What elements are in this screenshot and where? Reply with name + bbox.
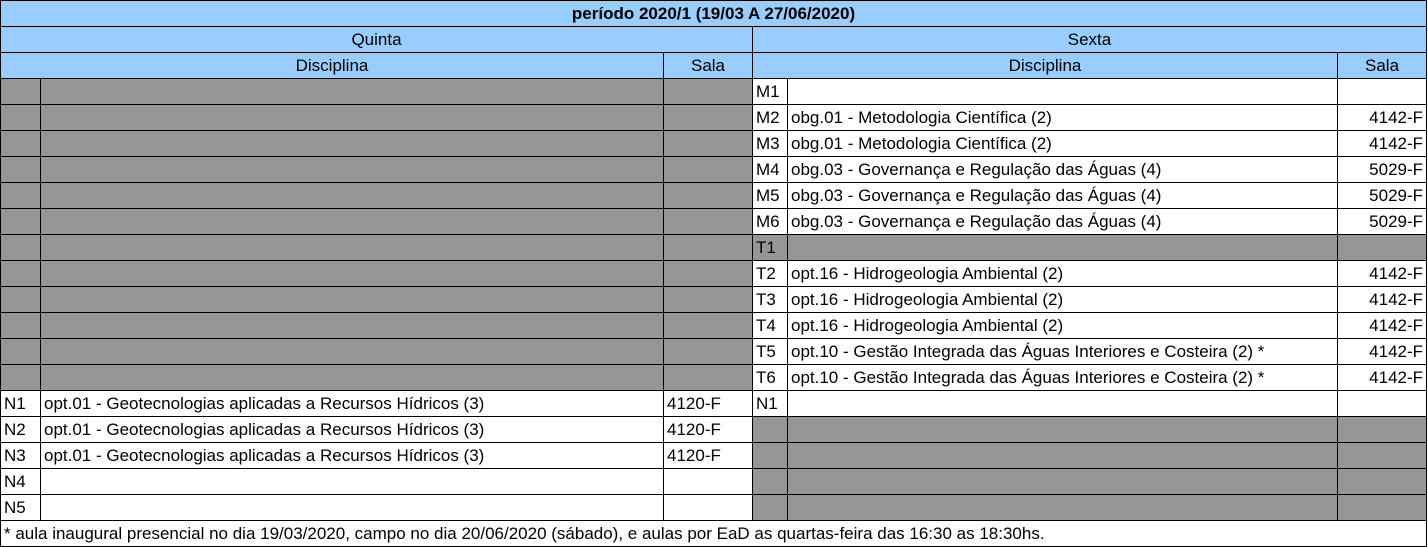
sexta-disciplina-cell (788, 235, 1338, 261)
table-row (1, 105, 1427, 131)
quinta-sala-cell (664, 209, 753, 235)
quinta-disciplina-cell: opt.01 - Geotecnologias aplicadas a Recursos Hídricos (3) (41, 391, 664, 417)
quinta-sala-cell (664, 365, 753, 391)
sexta-disciplina-cell (788, 443, 1338, 469)
quinta-disciplina-cell (41, 365, 664, 391)
sexta-sala-cell: 5029-F (1338, 209, 1427, 235)
sexta-slot-cell: T3 (753, 287, 788, 313)
sexta-slot-cell: M3 (753, 131, 788, 157)
title-row (1, 1, 1427, 27)
sexta-slot-cell (753, 417, 788, 443)
sexta-disciplina-cell: obg.01 - Metodologia Científica (2) (788, 131, 1338, 157)
sexta-disciplina-cell: obg.03 - Governança e Regulação das Águas (4) (788, 157, 1338, 183)
sexta-disciplina-cell (788, 469, 1338, 495)
sexta-sala-cell (1338, 443, 1427, 469)
column-header-sala-quinta: Sala (664, 53, 753, 79)
sexta-slot-cell: T6 (753, 365, 788, 391)
quinta-disciplina-cell (41, 313, 664, 339)
day-header-quinta: Quinta (1, 27, 753, 53)
sexta-sala-cell (1338, 469, 1427, 495)
sexta-slot-cell (753, 469, 788, 495)
table-row (1, 365, 1427, 391)
sexta-disciplina-cell: opt.10 - Gestão Integrada das Águas Interiores e Costeira (2) * (788, 339, 1338, 365)
sexta-sala-cell: 4142-F (1338, 131, 1427, 157)
quinta-disciplina-cell (41, 209, 664, 235)
quinta-slot-cell (1, 339, 41, 365)
quinta-slot-cell: N1 (1, 391, 41, 417)
sexta-slot-cell: N1 (753, 391, 788, 417)
day-header-row (1, 27, 1427, 53)
day-header-sexta: Sexta (753, 27, 1427, 53)
quinta-slot-cell: N2 (1, 417, 41, 443)
quinta-slot-cell (1, 313, 41, 339)
quinta-slot-cell (1, 287, 41, 313)
quinta-slot-cell (1, 79, 41, 105)
table-row (1, 495, 1427, 521)
sexta-sala-cell (1338, 79, 1427, 105)
table-row (1, 443, 1427, 469)
sexta-sala-cell: 5029-F (1338, 183, 1427, 209)
column-header-disciplina-quinta: Disciplina (1, 53, 664, 79)
quinta-slot-cell (1, 235, 41, 261)
table-row (1, 261, 1427, 287)
quinta-disciplina-cell (41, 235, 664, 261)
sexta-slot-cell: M5 (753, 183, 788, 209)
column-header-sala-sexta: Sala (1338, 53, 1427, 79)
table-row (1, 339, 1427, 365)
quinta-disciplina-cell: opt.01 - Geotecnologias aplicadas a Recursos Hídricos (3) (41, 417, 664, 443)
table-row (1, 469, 1427, 495)
quinta-sala-cell (664, 131, 753, 157)
quinta-sala-cell: 4120-F (664, 391, 753, 417)
quinta-disciplina-cell (41, 131, 664, 157)
quinta-sala-cell (664, 287, 753, 313)
quinta-slot-cell: N5 (1, 495, 41, 521)
quinta-sala-cell (664, 469, 753, 495)
sexta-slot-cell (753, 443, 788, 469)
sexta-sala-cell (1338, 391, 1427, 417)
sexta-slot-cell: T2 (753, 261, 788, 287)
sexta-slot-cell: M2 (753, 105, 788, 131)
quinta-sala-cell (664, 79, 753, 105)
sexta-disciplina-cell: opt.16 - Hidrogeologia Ambiental (2) (788, 287, 1338, 313)
quinta-slot-cell: N3 (1, 443, 41, 469)
quinta-disciplina-cell (41, 105, 664, 131)
table-row (1, 235, 1427, 261)
sexta-disciplina-cell (788, 417, 1338, 443)
quinta-disciplina-cell (41, 469, 664, 495)
sexta-slot-cell: M6 (753, 209, 788, 235)
quinta-disciplina-cell (41, 339, 664, 365)
column-header-row (1, 53, 1427, 79)
quinta-sala-cell (664, 183, 753, 209)
quinta-slot-cell (1, 209, 41, 235)
sexta-sala-cell: 5029-F (1338, 157, 1427, 183)
quinta-slot-cell: N4 (1, 469, 41, 495)
quinta-disciplina-cell (41, 157, 664, 183)
sexta-slot-cell: T5 (753, 339, 788, 365)
quinta-sala-cell (664, 261, 753, 287)
quinta-slot-cell (1, 365, 41, 391)
table-row (1, 79, 1427, 105)
sexta-sala-cell (1338, 235, 1427, 261)
quinta-disciplina-cell (41, 261, 664, 287)
sexta-sala-cell (1338, 417, 1427, 443)
quinta-sala-cell (664, 235, 753, 261)
quinta-sala-cell (664, 495, 753, 521)
column-header-disciplina-sexta: Disciplina (753, 53, 1338, 79)
quinta-slot-cell (1, 105, 41, 131)
footnote-row (1, 521, 1427, 547)
quinta-disciplina-cell (41, 287, 664, 313)
schedule-title: período 2020/1 (19/03 A 27/06/2020) (1, 1, 1427, 27)
sexta-sala-cell: 4142-F (1338, 365, 1427, 391)
sexta-sala-cell: 4142-F (1338, 287, 1427, 313)
table-row (1, 391, 1427, 417)
sexta-sala-cell: 4142-F (1338, 261, 1427, 287)
table-row (1, 313, 1427, 339)
sexta-disciplina-cell: opt.10 - Gestão Integrada das Águas Interiores e Costeira (2) * (788, 365, 1338, 391)
quinta-disciplina-cell: opt.01 - Geotecnologias aplicadas a Recursos Hídricos (3) (41, 443, 664, 469)
quinta-slot-cell (1, 157, 41, 183)
table-row (1, 209, 1427, 235)
sexta-disciplina-cell: opt.16 - Hidrogeologia Ambiental (2) (788, 313, 1338, 339)
quinta-slot-cell (1, 183, 41, 209)
quinta-sala-cell (664, 339, 753, 365)
sexta-disciplina-cell: obg.03 - Governança e Regulação das Águas (4) (788, 183, 1338, 209)
table-row (1, 131, 1427, 157)
table-row (1, 287, 1427, 313)
sexta-slot-cell: M1 (753, 79, 788, 105)
sexta-sala-cell: 4142-F (1338, 339, 1427, 365)
quinta-sala-cell: 4120-F (664, 417, 753, 443)
quinta-disciplina-cell (41, 183, 664, 209)
sexta-slot-cell (753, 495, 788, 521)
quinta-disciplina-cell (41, 79, 664, 105)
table-row (1, 157, 1427, 183)
sexta-sala-cell: 4142-F (1338, 105, 1427, 131)
quinta-slot-cell (1, 261, 41, 287)
sexta-slot-cell: T4 (753, 313, 788, 339)
table-row (1, 417, 1427, 443)
sexta-sala-cell: 4142-F (1338, 313, 1427, 339)
quinta-sala-cell (664, 157, 753, 183)
table-row (1, 183, 1427, 209)
sexta-disciplina-cell: opt.16 - Hidrogeologia Ambiental (2) (788, 261, 1338, 287)
sexta-disciplina-cell (788, 495, 1338, 521)
sexta-slot-cell: T1 (753, 235, 788, 261)
sexta-disciplina-cell (788, 391, 1338, 417)
sexta-slot-cell: M4 (753, 157, 788, 183)
sexta-disciplina-cell: obg.03 - Governança e Regulação das Águas (4) (788, 209, 1338, 235)
footnote: * aula inaugural presencial no dia 19/03/2020, campo no dia 20/06/2020 (sábado), e aulas por EaD as quartas-feira das 16:30 as 18:30hs. (1, 521, 1427, 547)
sexta-disciplina-cell: obg.01 - Metodologia Científica (2) (788, 105, 1338, 131)
schedule-body (1, 79, 1427, 521)
quinta-slot-cell (1, 131, 41, 157)
sexta-disciplina-cell (788, 79, 1338, 105)
sexta-sala-cell (1338, 495, 1427, 521)
quinta-sala-cell (664, 313, 753, 339)
quinta-sala-cell: 4120-F (664, 443, 753, 469)
quinta-sala-cell (664, 105, 753, 131)
quinta-disciplina-cell (41, 495, 664, 521)
